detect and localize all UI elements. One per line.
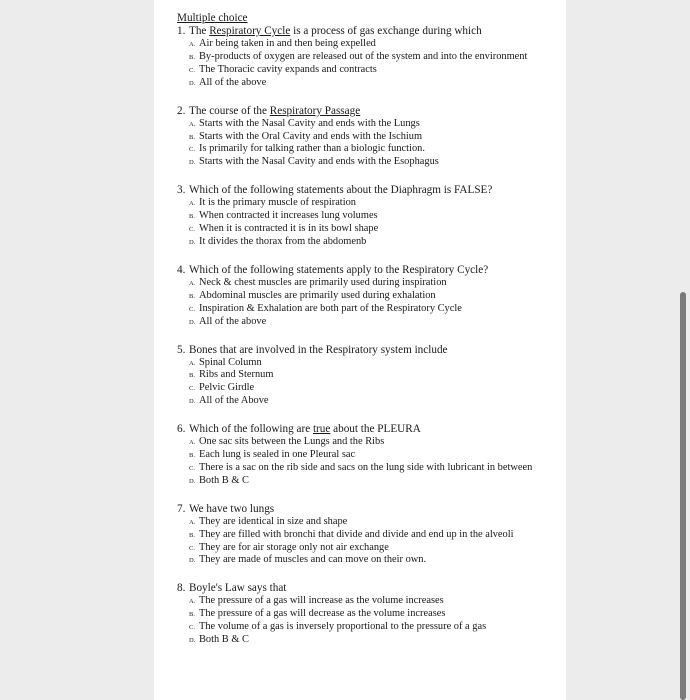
question-5 — [177, 344, 557, 409]
option-c — [189, 303, 557, 316]
option-text: They are identical in size and shape — [199, 515, 348, 527]
option-list — [177, 516, 557, 568]
option-letter: C. — [189, 624, 195, 632]
option-a — [189, 436, 557, 449]
option-letter: C. — [189, 226, 195, 234]
option-text: The pressure of a gas will increase as the volume increases — [199, 595, 444, 607]
option-b — [189, 51, 557, 64]
option-text: Inspiration & Exhalation are both part of the Respiratory Cycle — [199, 302, 462, 314]
option-letter: C. — [189, 146, 195, 154]
option-list — [177, 595, 557, 647]
option-text: When contracted it increases lung volumes — [199, 210, 378, 222]
option-text: Ribs and Sternum — [199, 369, 274, 381]
option-text: All of the Above — [199, 395, 269, 407]
question-text — [177, 105, 557, 118]
option-c — [189, 462, 557, 475]
vertical-scrollbar[interactable] — [680, 292, 686, 700]
option-c — [189, 143, 557, 156]
document-content — [177, 12, 557, 662]
option-text: Both B & C — [199, 634, 249, 646]
option-b — [189, 449, 557, 462]
option-a — [189, 277, 557, 290]
option-c — [189, 542, 557, 555]
option-d — [189, 634, 557, 647]
option-letter: A. — [189, 439, 196, 447]
option-letter: B. — [189, 531, 195, 539]
option-letter: B. — [189, 53, 195, 61]
option-text: They are for air storage only not air exchange — [199, 541, 389, 553]
option-a — [189, 118, 557, 131]
question-3 — [177, 184, 557, 249]
option-c — [189, 382, 557, 395]
option-letter: B. — [189, 213, 195, 221]
option-text: Starts with the Nasal Cavity and ends with the Esophagus — [199, 156, 439, 168]
question-number: 4. — [177, 263, 186, 276]
option-d — [189, 77, 557, 90]
question-number: 6. — [177, 423, 186, 436]
question-number: 3. — [177, 184, 186, 197]
option-text: The Thoracic cavity expands and contracts — [199, 63, 377, 75]
option-letter: D. — [189, 477, 196, 485]
question-text — [177, 582, 557, 595]
question-text-pre: The — [189, 25, 210, 37]
question-text-emphasis: Respiratory Passage — [269, 104, 361, 117]
option-letter: D. — [189, 637, 196, 645]
option-letter: C. — [189, 464, 195, 472]
question-text-pre: Which of the following statements about the Diaphragm is FALSE? — [189, 184, 493, 197]
question-7 — [177, 503, 557, 568]
option-c — [189, 64, 557, 77]
option-letter: A. — [189, 200, 196, 208]
option-letter: B. — [189, 133, 195, 141]
option-a — [189, 357, 557, 370]
option-list — [177, 357, 557, 409]
document-page — [154, 0, 566, 700]
option-letter: C. — [189, 305, 195, 313]
option-letter: C. — [189, 385, 195, 393]
option-a — [189, 38, 557, 51]
option-letter: D. — [189, 238, 196, 246]
option-letter: C. — [189, 544, 195, 552]
option-list — [177, 277, 557, 329]
question-2 — [177, 105, 557, 170]
section-heading: Multiple choice — [177, 12, 248, 24]
question-text-pre: Which of the following statements apply to the Respiratory Cycle? — [189, 263, 489, 276]
question-text — [177, 344, 557, 357]
option-letter: A. — [189, 359, 196, 367]
option-text: It is the primary muscle of respiration — [199, 197, 356, 209]
option-letter: B. — [189, 611, 195, 619]
question-1 — [177, 25, 557, 90]
option-d — [189, 236, 557, 249]
option-text: Spinal Column — [199, 356, 262, 368]
option-text: Starts with the Oral Cavity and ends with the Ischium — [199, 130, 423, 142]
option-d — [189, 156, 557, 169]
option-d — [189, 395, 557, 408]
option-letter: D. — [189, 79, 196, 87]
question-number: 2. — [177, 104, 186, 117]
option-d — [189, 316, 557, 329]
question-text-emphasis: Respiratory Cycle — [209, 25, 291, 37]
option-letter: B. — [189, 452, 195, 460]
option-letter: A. — [189, 598, 196, 606]
question-6 — [177, 423, 557, 488]
option-text: Abdominal muscles are primarily used during exhalation — [199, 289, 436, 301]
option-text: Each lung is sealed in one Pleural sac — [199, 449, 356, 461]
question-number: 1. — [177, 25, 186, 37]
question-text-pre: Which of the following are — [189, 423, 313, 436]
option-letter: A. — [189, 518, 196, 526]
option-text: The pressure of a gas will decrease as the volume increases — [199, 608, 446, 620]
option-text: There is a sac on the rib side and sacs on the lung side with lubricant in between — [199, 461, 533, 473]
option-letter: B. — [189, 292, 195, 300]
question-text — [177, 423, 557, 436]
option-text: Air being taken in and then being expelled — [199, 38, 376, 49]
option-text: All of the above — [199, 76, 267, 88]
option-d — [189, 554, 557, 567]
option-list — [177, 197, 557, 249]
option-text: When it is contracted it is in its bowl shape — [199, 223, 379, 235]
option-text: All of the above — [199, 315, 267, 327]
option-list — [177, 118, 557, 170]
question-8 — [177, 582, 557, 647]
option-text: Neck & chest muscles are primarily used during inspiration — [199, 276, 447, 288]
option-b — [189, 529, 557, 542]
option-letter: D. — [189, 398, 196, 406]
question-number: 7. — [177, 502, 186, 515]
question-4 — [177, 264, 557, 329]
question-text — [177, 184, 557, 197]
option-text: The volume of a gas is inversely proportional to the pressure of a gas — [199, 621, 487, 633]
question-text — [177, 264, 557, 277]
question-text-pre: We have two lungs — [189, 502, 275, 515]
question-text — [177, 25, 557, 38]
option-list — [177, 38, 557, 90]
option-b — [189, 131, 557, 144]
question-text-post: about the PLEURA — [330, 423, 421, 436]
option-text: Both B & C — [199, 474, 249, 486]
option-letter: C. — [189, 66, 195, 74]
option-b — [189, 608, 557, 621]
option-c — [189, 621, 557, 634]
option-a — [189, 595, 557, 608]
question-number: 8. — [177, 582, 186, 595]
option-letter: D. — [189, 318, 196, 326]
option-text: It divides the thorax from the abdomenb — [199, 235, 367, 247]
question-text-post: is a process of gas exchange during which — [290, 25, 482, 37]
option-b — [189, 290, 557, 303]
option-letter: A. — [189, 41, 196, 48]
question-text-emphasis: true — [312, 423, 331, 436]
question-text-pre: Boyle's Law says that — [189, 582, 287, 595]
option-letter: A. — [189, 120, 196, 128]
question-list — [177, 25, 557, 647]
option-text: By-products of oxygen are released out of the system and into the environment — [199, 50, 528, 62]
option-list — [177, 436, 557, 488]
option-a — [189, 516, 557, 529]
question-text-pre: Bones that are involved in the Respiratory system include — [189, 343, 448, 356]
question-text — [177, 503, 557, 516]
question-number: 5. — [177, 343, 186, 356]
option-text: One sac sits between the Lungs and the Ribs — [199, 436, 385, 448]
option-letter: A. — [189, 279, 196, 287]
question-text-pre: The course of the — [189, 104, 270, 117]
option-d — [189, 475, 557, 488]
option-text: Is primarily for talking rather than a biologic function. — [199, 143, 425, 155]
option-b — [189, 210, 557, 223]
option-a — [189, 197, 557, 210]
option-text: Starts with the Nasal Cavity and ends with the Lungs — [199, 117, 420, 129]
option-text: They are filled with bronchi that divide and divide and end up in the alveoli — [199, 528, 514, 540]
option-letter: D. — [189, 159, 196, 167]
option-b — [189, 369, 557, 382]
option-c — [189, 223, 557, 236]
option-text: They are made of muscles and can move on their own. — [199, 554, 427, 566]
option-letter: D. — [189, 557, 196, 565]
option-text: Pelvic Girdle — [199, 382, 255, 394]
option-letter: B. — [189, 372, 195, 380]
